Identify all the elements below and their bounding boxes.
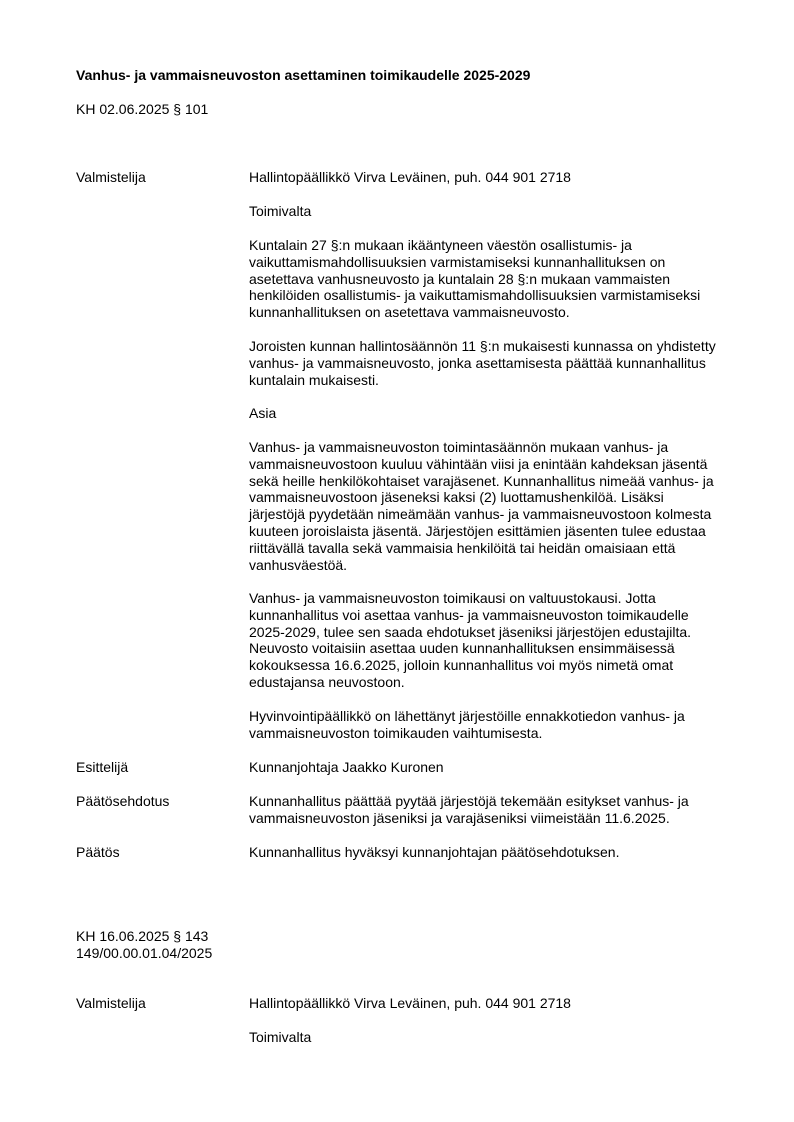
document-title: Vanhus- ja vammaisneuvoston asettaminen toimikaudelle 2025-2029 <box>76 67 531 83</box>
toimivalta-paragraph-1: Kuntalain 27 §:n mukaan ikääntyneen väestön osallistumis- ja vaikuttamismahdollisuuksien varmistamiseksi kunnanhallituksen on asetettava vanhusneuvosto ja kuntalain 28 §:n mukaan vammaisten henkilöiden osallistumis- ja vaikuttamismahdollisuuksien varmistamiseksi kunnanhallituksen on asetettava vammaisneuvosto. <box>249 237 701 321</box>
asia-paragraph-1: Vanhus- ja vammaisneuvoston toimintasäännön mukaan vanhus- ja vammaisneuvostoon kuuluu vähintään viisi ja enintään kahdeksan jäsentä sekä heille henkilökohtaiset varajäsenet. Kunnanhallitus nimeää vanhus- ja vammaisneuvostoon jäseneksi kaksi (2) luottamushenkilöä. Lisäksi järjestöjä pyydetään nimeämään vanhus- ja vammaisneuvostoon kolmesta kuuteen joroislaista jäsentä. Järjestöjen esittämien jäsenten tulee edustaa riittävällä tavalla sekä vammaisia henkilöitä tai heidän omaisiaan että vanhusväestöä. <box>249 439 714 573</box>
toimivalta-heading: Toimivalta <box>249 203 312 219</box>
meeting-reference: KH 02.06.2025 § 101 <box>76 101 209 117</box>
esittelija-value: Kunnanjohtaja Jaakko Kuronen <box>249 759 444 775</box>
paatosehdotus-label: Päätösehdotus <box>76 793 170 809</box>
toimivalta-heading-2: Toimivalta <box>249 1029 312 1045</box>
asia-paragraph-2: Vanhus- ja vammaisneuvoston toimikausi on valtuustokausi. Jotta kunnanhallitus voi asettaa vanhus- ja vammaisneuvoston toimikaudelle 2025-2029, tulee sen saada ehdotukset jäseniksi järjestöjen edustajilta. Neuvosto voitaisiin asettaa uuden kunnanhallituksen ensimmäisessä kokouksessa 16.6.2025, jolloin kunnanhallitus voi myös nimetä omat edustajansa neuvostoon. <box>249 590 692 690</box>
asia-paragraph-3: Hyvinvointipäällikkö on lähettänyt järjestöille ennakkotiedon vanhus- ja vammaisneuvoston toimikauden vaihtumisesta. <box>249 708 685 741</box>
valmistelija-label: Valmistelija <box>76 169 146 185</box>
valmistelija-value: Hallintopäällikkö Virva Leväinen, puh. 044 901 2718 <box>249 169 571 185</box>
esittelija-label: Esittelijä <box>76 759 129 775</box>
meeting-reference-2: KH 16.06.2025 § 143 149/00.00.01.04/2025 <box>76 928 213 961</box>
paatos-label: Päätös <box>76 844 120 860</box>
toimivalta-paragraph-2: Joroisten kunnan hallintosäännön 11 §:n mukaisesti kunnassa on yhdistetty vanhus- ja vammaisneuvosto, jonka asettamisesta päättää kunnanhallitus kuntalain mukaisesti. <box>249 338 716 388</box>
valmistelija-value-2: Hallintopäällikkö Virva Leväinen, puh. 044 901 2718 <box>249 995 571 1011</box>
paatos-value: Kunnanhallitus hyväksyi kunnanjohtajan päätösehdotuksen. <box>249 844 620 860</box>
valmistelija-label-2: Valmistelija <box>76 995 146 1011</box>
asia-heading: Asia <box>249 405 277 421</box>
paatosehdotus-value: Kunnanhallitus päättää pyytää järjestöjä tekemään esitykset vanhus- ja vammaisneuvoston jäseniksi ja varajäseniksi viimeistään 11.6.2025. <box>249 793 689 826</box>
